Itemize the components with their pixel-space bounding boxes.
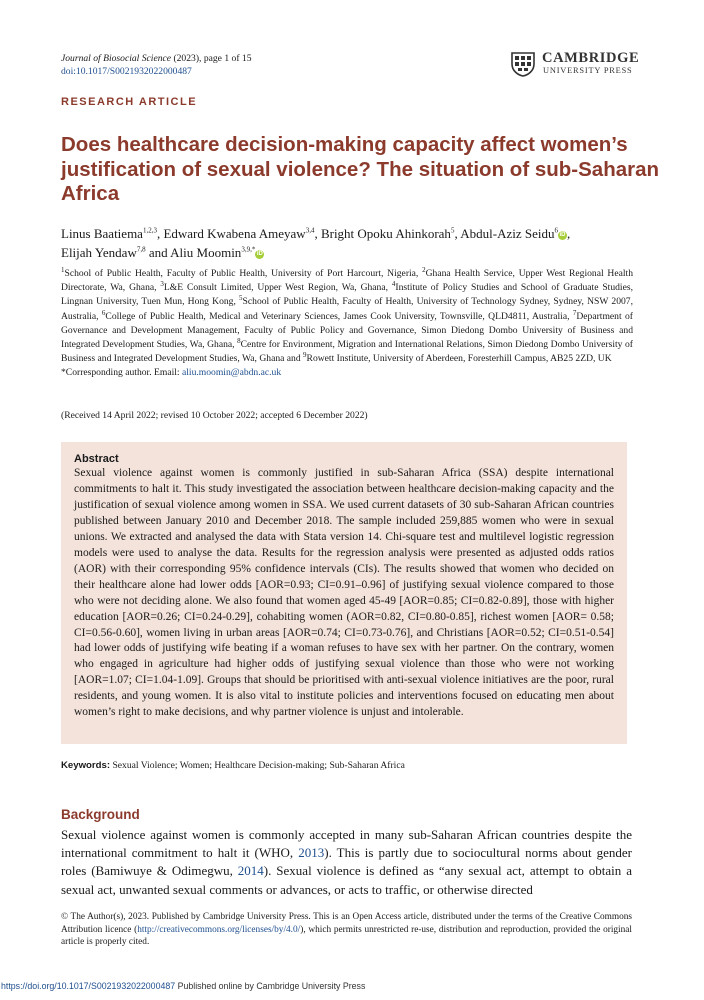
- affil-text: Ghana Health Service, Upper West Regional Health Directorate, Wa, Ghana,: [61, 268, 633, 294]
- orcid-icon[interactable]: iD: [256, 250, 263, 257]
- affil-sup: 4: [391, 280, 396, 289]
- affil-text: College of Public Health, Medical and Veterinary Sciences, James Cook University, Townsville, QLD4811, Australia,: [105, 310, 573, 322]
- author-affil-sup: 1,2,3: [142, 226, 157, 235]
- affil-sup: 6: [101, 308, 106, 317]
- affil-sup: 1: [61, 265, 65, 274]
- affil-text: Institute of Policy Studies and School of Graduate Studies, Lingnan University, Tuen Mun, Hong Kong,: [61, 282, 633, 308]
- author-affil-sup: 5: [450, 226, 455, 235]
- affil-sup: 9: [303, 351, 307, 360]
- author-affil-sup: 7,8: [136, 245, 146, 254]
- copyright-text: © The Author(s), 2023. Published by Cambridge University Press. This is an Open Access article, distributed under the terms of the Creative Commons Attribution licence (: [61, 912, 632, 935]
- author-name: Linus Baatiema: [61, 226, 143, 241]
- affil-sup: 3: [160, 280, 164, 289]
- author-name: Elijah Yendaw: [61, 245, 137, 260]
- publisher-subname: UNIVERSITY PRESS: [543, 66, 633, 75]
- author-name: Aliu Moomin: [170, 245, 242, 260]
- orcid-icon[interactable]: iD: [559, 231, 566, 238]
- journal-name: Journal of Biosocial Science: [61, 53, 172, 64]
- affil-text: L&E Consult Limited, Upper West Region, Wa, Ghana,: [163, 282, 392, 294]
- affil-sup: 8: [237, 336, 241, 345]
- author-affil-sup: 3,4: [305, 226, 315, 235]
- received-dates: (Received 14 April 2022; revised 10 October 2022; accepted 6 December 2022): [61, 410, 368, 421]
- body-text: ). Sexual violence is defined as “any sexual act, attempt to obtain a sexual act, unwanted sexual comments or advances, or acts to traffic, or otherwise directed: [61, 863, 632, 897]
- corresponding-label: *Corresponding author. Email:: [61, 367, 182, 379]
- footer-published: Published online by Cambridge University Press: [175, 981, 366, 991]
- affil-text: Centre for Environment, Migration and International Relations, Simon Diedong Dombo University of Business and Integrated Development Studies, Wa, Ghana and: [61, 339, 633, 365]
- abstract-heading: Abstract: [74, 453, 119, 465]
- keywords: [61, 760, 631, 771]
- corresponding-email-link[interactable]: aliu.moomin@abdn.ac.uk: [181, 367, 282, 379]
- body-text: Sexual violence against women is commonly accepted in many sub-Saharan African countries despite the international commitment to halt it (WHO,: [61, 827, 632, 861]
- citation-link[interactable]: 2014: [237, 863, 264, 879]
- article-title: Does healthcare decision-making capacity affect women’s justification of sexual violence? The situation of sub-Saharan Africa: [61, 133, 660, 205]
- author-name: Abdul-Aziz Seidu: [460, 226, 555, 241]
- body-text: ). This is partly due to sociocultural norms about gender roles (Bamiwuye & Odimegwu,: [61, 845, 632, 879]
- author-separator: ,: [454, 226, 461, 241]
- background-text: [61, 826, 632, 899]
- copyright-notice: [61, 911, 632, 949]
- author-name: Bright Opoku Ahinkorah: [320, 226, 451, 241]
- keywords-label: Keywords:: [61, 760, 111, 771]
- cambridge-shield-icon: [510, 51, 536, 77]
- keywords-list: Sexual Violence; Women; Healthcare Decision-making; Sub-Saharan Africa: [110, 760, 405, 771]
- author-separator: and: [145, 245, 171, 260]
- license-link[interactable]: http://creativecommons.org/licenses/by/4.0/: [137, 924, 301, 935]
- author-list: [61, 224, 641, 262]
- background-heading: Background: [61, 807, 140, 822]
- doi-link[interactable]: doi:10.1017/S0021932022000487: [61, 66, 192, 77]
- affil-sup: 2: [422, 265, 426, 274]
- author-separator: ,: [156, 226, 164, 241]
- publisher-name: CAMBRIDGE: [542, 50, 640, 66]
- author-name: Edward Kwabena Ameyaw: [163, 226, 306, 241]
- page-footer: [1, 981, 365, 991]
- footer-doi-link[interactable]: https://doi.org/10.1017/S0021932022000487: [1, 981, 176, 991]
- journal-meta: (2023), page 1 of 15: [171, 53, 252, 64]
- author-affil-sup: 3,9,: [241, 245, 252, 254]
- corresponding-mark: *: [251, 245, 256, 254]
- author-separator: ,: [314, 226, 321, 241]
- affil-text: School of Public Health, Faculty of Health, University of Technology Sydney, Sydney, NSW 2007, Australia,: [61, 296, 633, 322]
- author-separator: ,: [566, 226, 571, 241]
- copyright-text: ), which permits unrestricted re-use, distribution and reproduction, provided the original article is properly cited.: [61, 924, 632, 947]
- affil-text: School of Public Health, Faculty of Public Health, University of Port Harcourt, Nigeria,: [64, 268, 423, 279]
- affil-sup: 5: [239, 294, 243, 303]
- affil-text: Department of Governance and Development Management, Faculty of Public Policy and Governance, Simon Diedong Dombo University of Business and Integrated Development Studies, Wa, Ghana,: [61, 310, 633, 351]
- section-label: RESEARCH ARTICLE: [61, 96, 198, 108]
- affil-text: Rowett Institute, University of Aberdeen, Foresterhill Campus, AB25 2ZD, UK: [306, 353, 612, 365]
- journal-header: [61, 52, 252, 78]
- citation-link[interactable]: 2013: [298, 845, 325, 861]
- affiliations: [61, 267, 633, 381]
- abstract-text: Sexual violence against women is commonly justified in sub-Saharan Africa (SSA) despite international commitments to halt it. This study investigated the association between healthcare decision-making capacity and the justification of sexual violence among women in SSA. We used current datasets of 30 sub-Saharan African countries published between January 2010 and December 2018. The sample included 259,885 women who were in sexual unions. We extracted and analysed the data with Stata version 14. Chi-square test and multilevel logistic regression models were used to analyse the data. Results for the regression analysis were presented as adjusted odds ratios (AOR) with their corresponding 95% confidence intervals (CIs). The results showed that women who decided on their healthcare alone had lower odds [AOR=0.93; CI=0.91–0.96] of justifying sexual violence compared to those who were not deciding alone. We also found that women aged 45-49 [AOR=0.85; CI=0.82-0.89], those with higher education [AOR=0.26; CI=0.24-0.29], cohabiting women (AOR=0.82, CI=0.80-0.85], richest women [AOR= 0.58; CI=0.56-0.60], women living in urban areas [AOR=0.74; CI=0.73-0.76], and Christians [AOR=0.52; CI=0.51-0.54] had lower odds of justifying wife beating if a woman refuses to have sex with her partner. On the contrary, women who engaged in agriculture had higher odds of justifying sexual violence than those who were not working [AOR=1.07; CI=1.04-1.09]. Groups that should be prioritised with anti-sexual violence initiatives are the poor, rural residents, and young women. It is also vital to institute policies and interventions focused on educating men about women’s right to make decisions, and why partner violence is unjust and intolerable.: [74, 467, 614, 719]
- cambridge-logo: [510, 49, 645, 79]
- affil-sup: 7: [572, 308, 577, 317]
- author-affil-sup: 6: [554, 226, 558, 235]
